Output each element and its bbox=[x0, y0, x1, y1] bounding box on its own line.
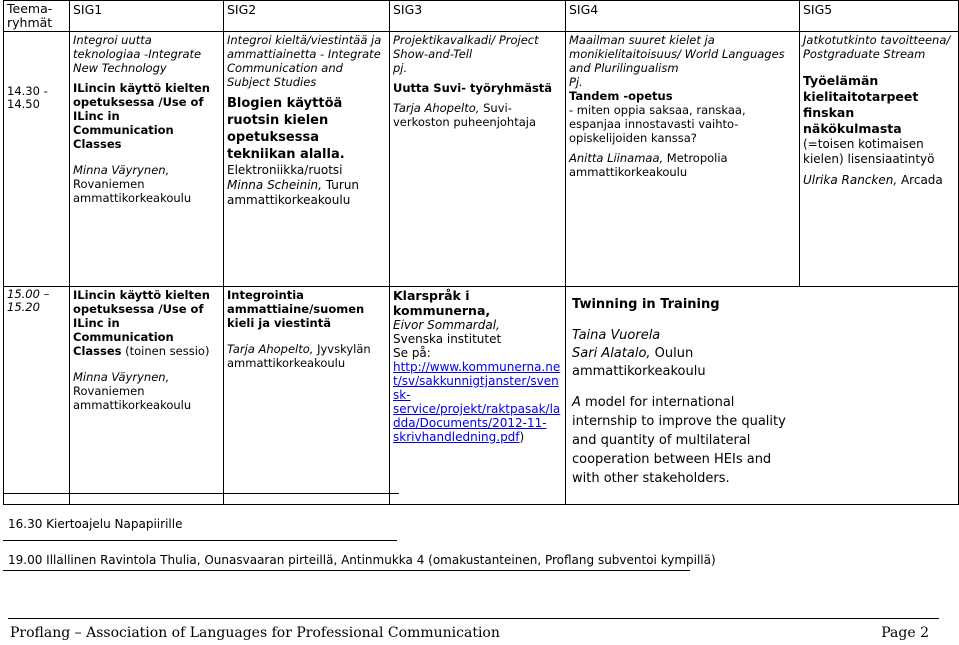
session2-sig4 bbox=[566, 287, 959, 505]
sig3-chair: pj. bbox=[393, 61, 408, 75]
teema-header: Teema-ryhmät bbox=[4, 1, 70, 32]
sig1-org2: ammattikorkeakoulu bbox=[73, 191, 192, 205]
session1-sig4 bbox=[566, 32, 800, 287]
sig4-org1: Metropolia bbox=[663, 151, 728, 165]
sig4-title: Tandem -opetus bbox=[569, 89, 673, 103]
sig5-desc: (=toisen kotimaisen kielen) lisensiaatintyö bbox=[803, 137, 935, 166]
s2-sig3-see: Se på: bbox=[393, 346, 431, 360]
s2-sig1-note: (toinen sessio) bbox=[121, 344, 210, 358]
s2-sig3-speaker: Eivor Sommardal, bbox=[393, 318, 500, 332]
s2-sig2-org2: ammattikorkeakoulu bbox=[227, 356, 346, 370]
sig4-header: SIG4 bbox=[566, 1, 800, 32]
footer-page: Page 2 bbox=[881, 625, 929, 641]
footer-org: Proflang – Association of Languages for Professional Communication bbox=[10, 625, 500, 641]
s2-sig3-link-line6[interactable]: skrivhandledning.pdf bbox=[393, 430, 520, 444]
dinner-event: 19.00 Illallinen Ravintola Thulia, Ounasvaaran pirteillä, Antinmukka 4 (omakustanteinen, Proflang subventoi kympillä) bbox=[8, 553, 716, 567]
s2-sig4-org1: Oulun bbox=[650, 346, 694, 361]
sig2-header: SIG2 bbox=[224, 1, 390, 32]
trip-underline bbox=[3, 540, 397, 541]
session1-time: 14.30 - 14.50 bbox=[4, 32, 70, 287]
s2-sig3-link-line3[interactable]: sk- bbox=[393, 388, 411, 402]
sig4-speaker: Anitta Liinamaa, bbox=[569, 151, 664, 165]
sig2-sub: Elektroniikka/ruotsi bbox=[227, 163, 343, 177]
trip-rule bbox=[3, 493, 399, 494]
sig1-speaker: Minna Väyrynen, bbox=[73, 163, 170, 177]
sig4-desc: - miten oppia saksaa, ranskaa, espanjaa innostavasti vaihto-opiskelijoiden kanssa? bbox=[569, 103, 746, 145]
session2-sig1 bbox=[70, 287, 224, 505]
sig3-org: Suvi-verkoston puheenjohtaja bbox=[393, 101, 537, 129]
session1-sig3 bbox=[390, 32, 566, 287]
sig2-theme: Integroi kieltä/viestintää ja ammattiainetta - Integrate Communication and Subject Studies bbox=[227, 33, 382, 89]
sig2-org1: Turun bbox=[321, 178, 360, 192]
sig5-title: Työelämän kielitaitotarpeet finskan näkökulmasta bbox=[803, 73, 919, 136]
trip-event: 16.30 Kiertoajelu Napapiirille bbox=[8, 517, 183, 531]
s2-sig3-link-line2[interactable]: t/sv/sakkunnigtjanster/sven bbox=[393, 374, 559, 388]
session2-row bbox=[4, 287, 959, 505]
s2-sig4-desc-lead: A bbox=[572, 395, 581, 410]
session2-time: 15.00 – 15.20 bbox=[4, 287, 70, 505]
s2-sig4-title: Twinning in Training bbox=[572, 297, 720, 312]
session2-sig3 bbox=[390, 287, 566, 505]
sig1-header: SIG1 bbox=[70, 1, 224, 32]
sig5-header: SIG5 bbox=[800, 1, 959, 32]
s2-sig2-org1: Jyvskylän bbox=[313, 342, 371, 356]
footer-rule bbox=[8, 618, 939, 619]
sig4-chair: Pj. bbox=[569, 75, 583, 89]
s2-sig4-speaker1: Taina Vuorela bbox=[572, 328, 661, 343]
dinner-underline bbox=[3, 570, 690, 571]
sig3-title: Uutta Suvi- työryhmästä bbox=[393, 81, 553, 95]
sig2-speaker: Minna Scheinin, bbox=[227, 178, 322, 192]
s2-sig4-org2: ammattikorkeakoulu bbox=[572, 364, 706, 379]
s2-sig3-title: Klarspråk i kommunerna, bbox=[393, 288, 491, 318]
s2-sig2-speaker: Tarja Ahopelto, bbox=[227, 342, 314, 356]
sig3-header: SIG3 bbox=[390, 1, 566, 32]
schedule-table bbox=[3, 0, 959, 505]
sig4-theme: Maailman suuret kielet ja monikielitaitoisuus/ World Languages and Plurilingualism bbox=[569, 33, 785, 75]
sig5-speaker: Ulrika Rancken, bbox=[803, 173, 898, 187]
s2-sig4-speaker2: Sari Alatalo, bbox=[572, 346, 651, 361]
session1-sig1 bbox=[70, 32, 224, 287]
s2-sig1-speaker: Minna Väyrynen, bbox=[73, 370, 170, 384]
s2-sig1-title: ILincin käyttö kielten opetuksessa /Use of ILinc in Communication Classes bbox=[73, 288, 210, 358]
footer bbox=[10, 625, 929, 641]
s2-sig1-org2: ammattikorkeakoulu bbox=[73, 398, 192, 412]
sig1-title: ILincin käyttö kielten opetuksessa /Use of ILinc in Communication Classes bbox=[73, 81, 210, 151]
sig5-theme: Jatkotutkinto tavoitteena/ Postgraduate Stream bbox=[803, 33, 951, 61]
sig3-speaker: Tarja Ahopelto, bbox=[393, 101, 480, 115]
sig2-title: Blogien käyttöä ruotsin kielen opetuksessa tekniikan alalla. bbox=[227, 96, 345, 162]
s2-sig3-link-line4[interactable]: service/projekt/raktpasak/la bbox=[393, 402, 561, 416]
sig5-org: Arcada bbox=[897, 173, 943, 187]
s2-sig3-org: Svenska institutet bbox=[393, 332, 502, 346]
s2-sig3-link-line5[interactable]: dda/Documents/2012-11- bbox=[393, 416, 547, 430]
header-row bbox=[4, 1, 959, 32]
sig1-org1: Rovaniemen bbox=[73, 177, 145, 191]
session1-sig5 bbox=[800, 32, 959, 287]
session2-sig2 bbox=[224, 287, 390, 505]
s2-sig3-link-line1[interactable]: http://www.kommunerna.ne bbox=[393, 360, 561, 374]
sig4-org2: ammattikorkeakoulu bbox=[569, 165, 688, 179]
sig3-theme: Projektikavalkadi/ Project Show-and-Tell bbox=[393, 33, 539, 61]
sig1-theme: Integroi uutta teknologiaa -Integrate New Technology bbox=[73, 33, 202, 75]
s2-sig2-title: Integrointia ammattiaine/suomen kieli ja viestintä bbox=[227, 288, 365, 330]
s2-sig4-desc: model for international internship to improve the quality and quantity of multilateral cooperation between HEIs and with other stakeholders. bbox=[572, 395, 786, 486]
sig2-org2: ammattikorkeakoulu bbox=[227, 193, 351, 207]
session1-row bbox=[4, 32, 959, 287]
session1-sig2 bbox=[224, 32, 390, 287]
s2-sig1-org1: Rovaniemen bbox=[73, 384, 145, 398]
s2-sig3-link-close: ) bbox=[519, 430, 525, 444]
